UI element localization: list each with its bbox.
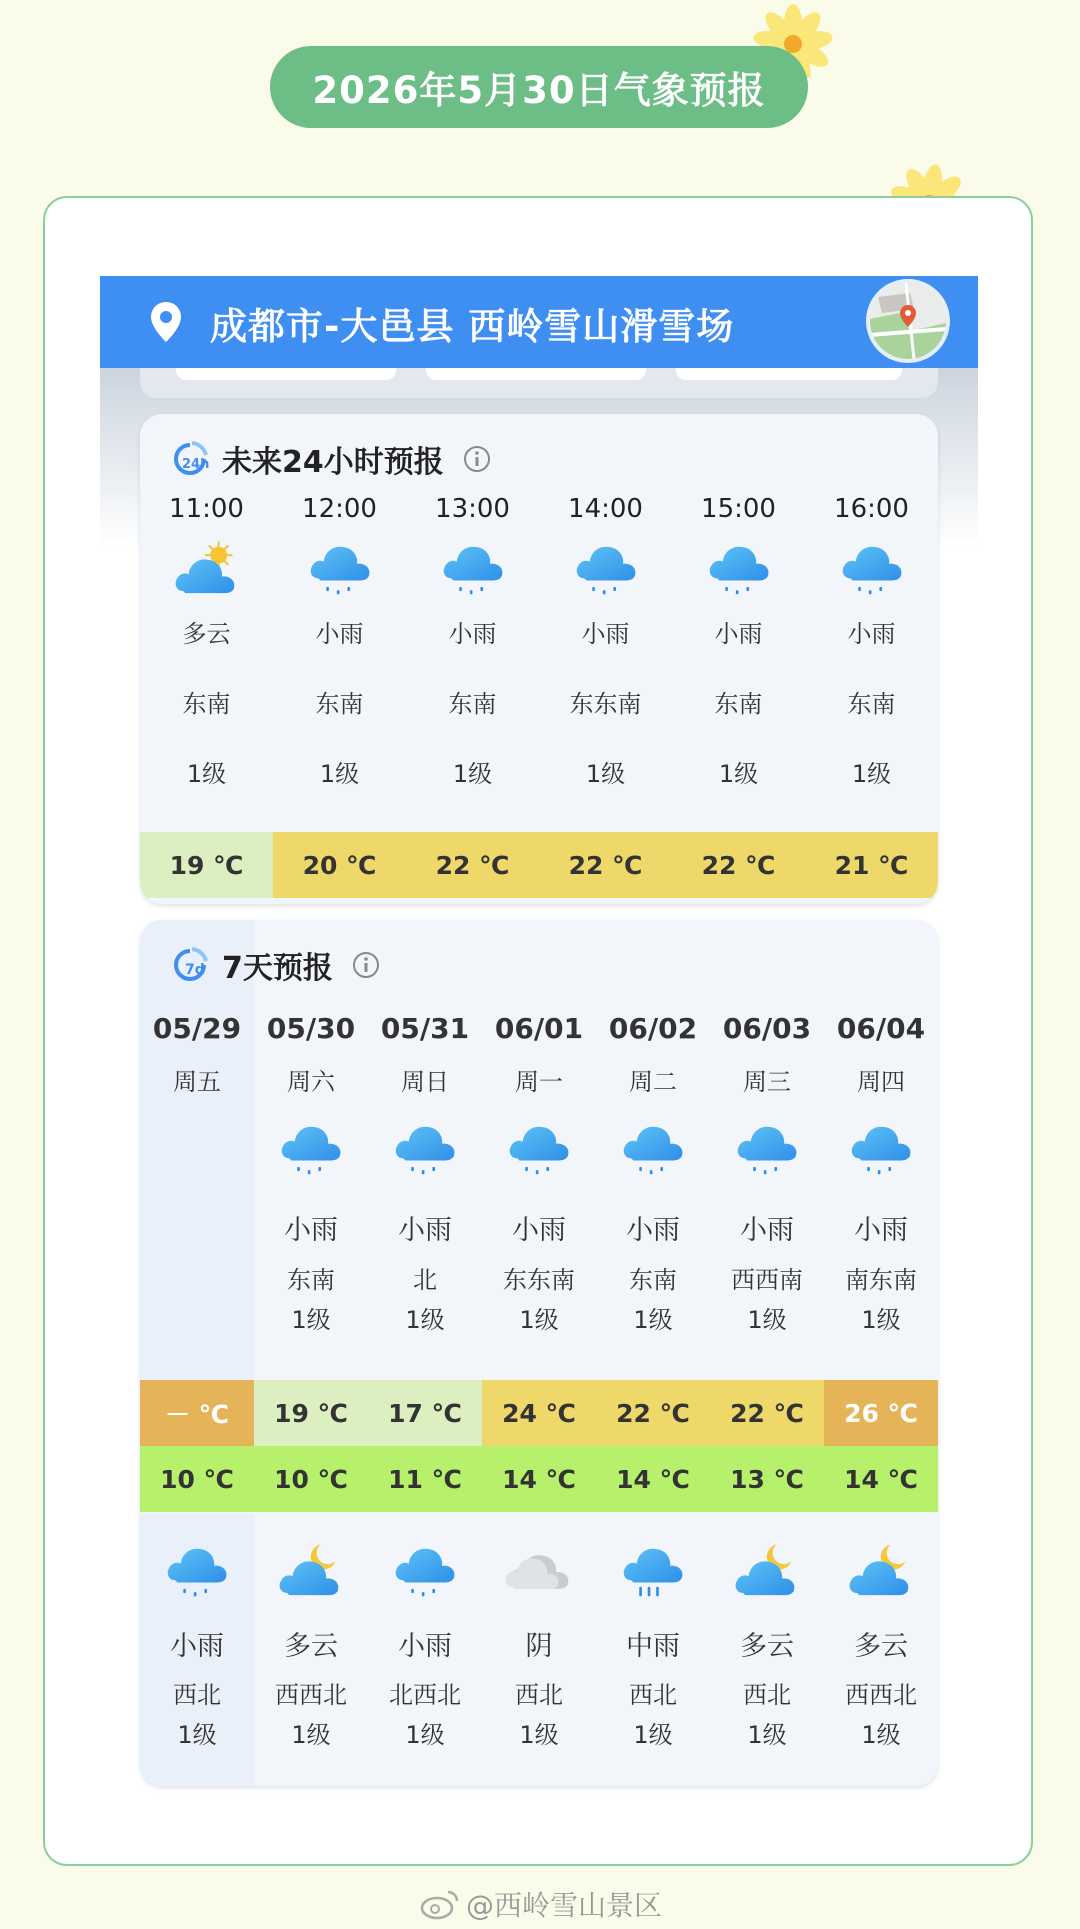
day-low-temperature: 14 ℃ (824, 1446, 938, 1512)
light-rain-icon (835, 538, 909, 602)
forecast-7d-header (170, 940, 381, 990)
forecast-7d-panel (140, 920, 938, 1786)
night-wind-direction: 西北 (743, 1681, 791, 1709)
day-weekday: 周四 (857, 1068, 905, 1096)
day-date: 06/03 (722, 1012, 812, 1045)
day-weekday: 周三 (743, 1068, 791, 1096)
clock-24h-icon (170, 439, 212, 479)
svg-text:24h: 24h (182, 457, 210, 472)
info-icon[interactable] (462, 444, 492, 474)
light-rain-icon (730, 1118, 804, 1182)
light-rain-icon (160, 1540, 234, 1604)
hour-time: 11:00 (169, 494, 244, 524)
day-date: 05/31 (380, 1012, 470, 1045)
day-column (368, 920, 482, 1786)
hourly-temperature-row (140, 832, 938, 898)
night-condition: 多云 (284, 1631, 338, 1662)
light-rain-icon (274, 1118, 348, 1182)
day-column (596, 920, 710, 1786)
hour-wind-direction: 东南 (714, 690, 763, 718)
day-condition: 小雨 (398, 1215, 452, 1246)
hour-temperature: 21 ℃ (805, 832, 938, 898)
hour-column (140, 494, 273, 824)
day-low-temperature: 11 ℃ (368, 1446, 482, 1512)
light-rain-icon (388, 1118, 462, 1182)
day-date: 05/29 (152, 1012, 242, 1045)
night-wind-direction: 西北 (173, 1681, 221, 1709)
hour-time: 12:00 (302, 494, 377, 524)
moderate-rain-icon (616, 1540, 690, 1604)
hour-wind-direction: 东南 (847, 690, 896, 718)
night-wind-level: 1级 (177, 1721, 217, 1749)
weibo-icon (420, 1888, 460, 1920)
hour-wind-level: 1级 (585, 760, 626, 788)
hour-column (539, 494, 672, 824)
day-low-temperature: 10 ℃ (254, 1446, 368, 1512)
hour-wind-direction: 东南 (448, 690, 497, 718)
forecast-24h-header (170, 434, 492, 484)
night-wind-level: 1级 (405, 1721, 445, 1749)
hour-wind-level: 1级 (319, 760, 360, 788)
hour-time: 13:00 (435, 494, 510, 524)
day-wind-level: 1级 (633, 1306, 673, 1334)
day-condition: 小雨 (284, 1215, 338, 1246)
day-wind-level: 1级 (747, 1306, 787, 1334)
night-condition: 多云 (740, 1631, 794, 1662)
info-icon[interactable] (351, 950, 381, 980)
light-rain-icon (569, 538, 643, 602)
cloudy-night-icon (274, 1540, 348, 1604)
hour-wind-level: 1级 (186, 760, 227, 788)
location-title: 成都市-大邑县 西岭雪山滑雪场 (210, 305, 735, 348)
day-wind-direction: 东南 (287, 1266, 335, 1294)
day-date: 06/02 (608, 1012, 698, 1045)
hour-column (273, 494, 406, 824)
overcast-icon (502, 1540, 576, 1604)
light-rain-icon (388, 1540, 462, 1604)
day-date: 05/30 (266, 1012, 356, 1045)
tab-strip (140, 368, 938, 398)
hour-temperature: 22 ℃ (539, 832, 672, 898)
light-rain-icon (844, 1118, 918, 1182)
hour-time: 16:00 (834, 494, 909, 524)
hour-temperature: 22 ℃ (672, 832, 805, 898)
hour-wind-direction: 东南 (182, 690, 231, 718)
forecast-7d-title: 7天预报 (222, 951, 333, 986)
light-rain-icon (303, 538, 377, 602)
app-header (100, 276, 978, 368)
weather-app-screenshot (100, 276, 978, 1796)
day-column (140, 920, 254, 1786)
night-wind-direction: 西西北 (275, 1681, 347, 1709)
night-wind-direction: 北西北 (389, 1681, 461, 1709)
day-column (482, 920, 596, 1786)
map-icon (870, 283, 946, 359)
hour-wind-level: 1级 (452, 760, 493, 788)
day-high-temperature: 24 ℃ (482, 1380, 596, 1446)
day-column (710, 920, 824, 1786)
day-weekday: 周二 (629, 1068, 677, 1096)
day-date: 06/01 (494, 1012, 584, 1045)
hour-column (672, 494, 805, 824)
hour-temperature: 22 ℃ (406, 832, 539, 898)
light-rain-icon (616, 1118, 690, 1182)
calendar-7d-icon (170, 945, 212, 985)
day-low-temperature: 14 ℃ (596, 1446, 710, 1512)
day-high-temperature: 22 ℃ (596, 1380, 710, 1446)
day-low-temperature: 10 ℃ (140, 1446, 254, 1512)
cloudy-night-icon (730, 1540, 804, 1604)
day-weekday: 周日 (401, 1068, 449, 1096)
day-wind-direction: 南东南 (845, 1266, 917, 1294)
night-condition: 小雨 (398, 1631, 452, 1662)
hour-condition: 小雨 (714, 620, 763, 648)
forecast-24h-title: 未来24小时预报 (222, 445, 444, 480)
day-date: 06/04 (836, 1012, 926, 1045)
night-condition: 阴 (525, 1631, 553, 1662)
day-high-temperature: － ℃ (140, 1380, 254, 1446)
night-wind-level: 1级 (291, 1721, 331, 1749)
hour-condition: 小雨 (448, 620, 497, 648)
day-wind-direction: 北 (413, 1266, 437, 1294)
hour-condition: 小雨 (315, 620, 364, 648)
night-wind-level: 1级 (633, 1721, 673, 1749)
hour-wind-direction: 东东南 (569, 690, 642, 718)
map-button[interactable] (866, 279, 950, 363)
day-weekday: 周五 (173, 1068, 221, 1096)
day-wind-direction: 东东南 (503, 1266, 575, 1294)
hour-condition: 小雨 (581, 620, 630, 648)
hour-condition: 小雨 (847, 620, 896, 648)
hour-wind-direction: 东南 (315, 690, 364, 718)
night-condition: 小雨 (170, 1631, 224, 1662)
forecast-24h-panel (140, 414, 938, 904)
day-wind-level: 1级 (405, 1306, 445, 1334)
day-wind-level: 1级 (861, 1306, 901, 1334)
day-wind-direction: 西西南 (731, 1266, 803, 1294)
hour-column (406, 494, 539, 824)
day-weekday: 周一 (515, 1068, 563, 1096)
day-high-temperature: 19 ℃ (254, 1380, 368, 1446)
page-title: 2026年5月30日气象预报 (270, 46, 808, 128)
day-condition: 小雨 (740, 1215, 794, 1246)
day-weekday: 周六 (287, 1068, 335, 1096)
day-wind-level: 1级 (519, 1306, 559, 1334)
hour-wind-level: 1级 (718, 760, 759, 788)
light-rain-icon (702, 538, 776, 602)
day-condition: 小雨 (626, 1215, 680, 1246)
hour-wind-level: 1级 (851, 760, 892, 788)
svg-text:7d: 7d (185, 962, 205, 978)
day-low-temperature: 14 ℃ (482, 1446, 596, 1512)
light-rain-icon (436, 538, 510, 602)
footer-watermark (420, 1884, 662, 1924)
day-column (254, 920, 368, 1786)
day-high-temperature: 17 ℃ (368, 1380, 482, 1446)
day-high-temperature: 26 ℃ (824, 1380, 938, 1446)
hour-condition: 多云 (182, 620, 231, 648)
day-condition: 小雨 (854, 1215, 908, 1246)
hour-time: 15:00 (701, 494, 776, 524)
hour-time: 14:00 (568, 494, 643, 524)
night-wind-direction: 西西北 (845, 1681, 917, 1709)
night-condition: 中雨 (626, 1631, 680, 1662)
location-pin-icon (148, 300, 184, 344)
light-rain-icon (502, 1118, 576, 1182)
footer-handle: @西岭雪山景区 (466, 1889, 663, 1922)
hour-temperature: 20 ℃ (273, 832, 406, 898)
day-column (824, 920, 938, 1786)
day-condition: 小雨 (512, 1215, 566, 1246)
night-wind-level: 1级 (747, 1721, 787, 1749)
night-wind-direction: 西北 (515, 1681, 563, 1709)
night-wind-level: 1级 (519, 1721, 559, 1749)
night-wind-level: 1级 (861, 1721, 901, 1749)
night-condition: 多云 (854, 1631, 908, 1662)
partly-cloudy-icon (170, 538, 244, 602)
night-wind-direction: 西北 (629, 1681, 677, 1709)
day-wind-direction: 东南 (629, 1266, 677, 1294)
day-wind-level: 1级 (291, 1306, 331, 1334)
day-high-temperature: 22 ℃ (710, 1380, 824, 1446)
hour-column (805, 494, 938, 824)
hour-temperature: 19 ℃ (140, 832, 273, 898)
cloudy-night-icon (844, 1540, 918, 1604)
day-low-temperature: 13 ℃ (710, 1446, 824, 1512)
